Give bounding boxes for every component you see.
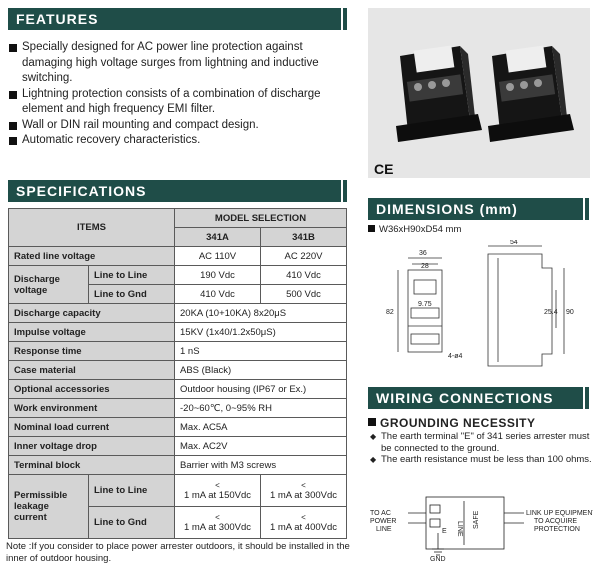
row-label: Impulse voltage xyxy=(9,323,175,342)
row-label: Response time xyxy=(9,342,175,361)
row-label: Work environment xyxy=(9,399,175,418)
row-label: Case material xyxy=(9,361,175,380)
cell-341a xyxy=(175,507,261,539)
cell-value: Barrier with M3 screws xyxy=(175,456,347,475)
table-row xyxy=(9,456,347,475)
wiring-right-label-3: PROTECTION xyxy=(534,526,580,533)
cell-341b xyxy=(261,475,347,507)
model-selection-header: MODEL SELECTION xyxy=(175,209,347,228)
specifications-header xyxy=(8,180,341,202)
wiring-schematic xyxy=(368,485,593,565)
wiring-header xyxy=(368,387,583,409)
table-row xyxy=(9,437,347,456)
cell-text: 1 mA at 300Vdc xyxy=(269,489,338,501)
dimensions-size-label xyxy=(368,224,461,235)
wiring-right-label-1: LINK UP EQUIPMENT xyxy=(526,510,593,517)
table-row xyxy=(9,418,347,437)
model-341a-header: 341A xyxy=(175,228,261,247)
cell-value: 20KA (10+10KA) 8x20μS xyxy=(175,304,347,323)
cell-text: 1 mA at 400Vdc xyxy=(269,521,338,533)
feature-item: Lightning protection consists of a combination of discharge element and high frequency EMI filter. xyxy=(8,87,348,118)
sub-row-label: Line to Line xyxy=(89,266,175,285)
row-label: Optional accessories xyxy=(9,380,175,399)
bullet-square-icon xyxy=(368,418,376,426)
dim-36-label: 36 xyxy=(419,250,427,257)
features-list xyxy=(8,40,348,149)
feature-item: Wall or DIN rail mounting and compact design. xyxy=(8,118,348,134)
cell-341b: 500 Vdc xyxy=(261,285,347,304)
cell-341b: AC 220V xyxy=(261,247,347,266)
table-row xyxy=(9,266,347,285)
less-than-symbol: < xyxy=(301,512,306,522)
table-row xyxy=(9,342,347,361)
row-label: Nominal load current xyxy=(9,418,175,437)
cell-value: Outdoor housing (IP67 or Ex.) xyxy=(175,380,347,399)
dim-28-label: 28 xyxy=(421,263,429,270)
table-row xyxy=(9,304,347,323)
dim-54-label: 54 xyxy=(510,240,518,246)
wiring-e-label: E xyxy=(442,528,447,535)
dim-254-label: 25.4 xyxy=(544,309,558,316)
dimension-diagram xyxy=(368,240,590,370)
dim-90-label: 90 xyxy=(566,309,574,316)
features-title: FEATURES xyxy=(16,11,99,27)
dim-975-label: 9.75 xyxy=(418,301,432,308)
sub-row-label: Line to Gnd xyxy=(89,507,175,539)
cell-341b xyxy=(261,507,347,539)
arrester-device-2 xyxy=(488,45,574,142)
dimensions-title: DIMENSIONS (mm) xyxy=(376,201,518,217)
row-label: Permissible leakage current xyxy=(9,475,89,539)
row-label: Terminal block xyxy=(9,456,175,475)
cell-text: 1 mA at 300Vdc xyxy=(183,521,252,533)
arrester-devices-image xyxy=(368,8,590,178)
model-341b-header: 341B xyxy=(261,228,347,247)
grounding-note: ◆ The earth terminal "E" of 341 series arrester must be connected to the ground. xyxy=(370,431,595,454)
ce-mark: CE xyxy=(374,161,394,177)
dimensions-drawing xyxy=(368,240,590,370)
wiring-left-label-3: LINE xyxy=(376,526,392,533)
product-photo xyxy=(368,8,590,178)
cell-341a: 410 Vdc xyxy=(175,285,261,304)
grounding-title-text: GROUNDING NECESSITY xyxy=(380,416,536,430)
row-label: Inner voltage drop xyxy=(9,437,175,456)
wiring-title: WIRING CONNECTIONS xyxy=(376,390,554,406)
row-label: Rated line voltage xyxy=(9,247,175,266)
wiring-left-label-2: POWER xyxy=(370,518,397,525)
dimensions-header xyxy=(368,198,583,220)
cell-341a: AC 110V xyxy=(175,247,261,266)
cell-value: 1 nS xyxy=(175,342,347,361)
sub-row-label: Line to Gnd xyxy=(89,285,175,304)
items-header: ITEMS xyxy=(9,209,175,247)
features-header xyxy=(8,8,341,30)
row-label: Discharge capacity xyxy=(9,304,175,323)
cell-value: 15KV (1x40/1.2x50μS) xyxy=(175,323,347,342)
sub-row-label: Line to Line xyxy=(89,475,175,507)
grounding-title xyxy=(368,416,536,430)
dim-holes-label: 4-ø4 xyxy=(448,353,463,360)
cell-value: -20~60℃, 0~95% RH xyxy=(175,399,347,418)
table-row xyxy=(9,475,347,507)
wiring-right-label-2: TO ACQUIRE xyxy=(534,518,578,525)
grounding-notes xyxy=(370,431,595,466)
feature-item: Specially designed for AC power line protection against damaging high voltage surges from lightning and inductive switching. xyxy=(8,40,348,87)
table-row xyxy=(9,399,347,418)
specifications-table xyxy=(8,208,347,539)
specifications-title: SPECIFICATIONS xyxy=(16,183,147,199)
outdoor-note: Note :If you consider to place power arrester outdoors, it should be installed in the inner of outdoor housing. xyxy=(6,541,350,564)
wiring-diagram xyxy=(368,485,593,565)
less-than-symbol: < xyxy=(301,480,306,490)
table-row xyxy=(9,361,347,380)
wiring-line-label: LINE xyxy=(456,521,463,537)
cell-341a: 190 Vdc xyxy=(175,266,261,285)
cell-value: Max. AC2V xyxy=(175,437,347,456)
arrester-device-1 xyxy=(396,45,482,142)
less-than-symbol: < xyxy=(215,480,220,490)
table-row xyxy=(9,380,347,399)
cell-text: 1 mA at 150Vdc xyxy=(183,489,252,501)
cell-341a xyxy=(175,475,261,507)
wiring-gnd-label: GND xyxy=(430,556,446,563)
dimensions-size-text: W36xH90xD54 mm xyxy=(379,224,462,235)
cell-value: ABS (Black) xyxy=(175,361,347,380)
dim-82-label: 82 xyxy=(386,309,394,316)
grounding-note: ◆ The earth resistance must be less than 100 ohms. xyxy=(370,454,595,466)
bullet-square-icon xyxy=(368,225,375,232)
wiring-left-label-1: TO AC xyxy=(370,510,391,517)
cell-341b: 410 Vdc xyxy=(261,266,347,285)
less-than-symbol: < xyxy=(215,512,220,522)
feature-item: Automatic recovery characteristics. xyxy=(8,133,348,149)
wiring-safe-label: SAFE xyxy=(473,510,480,529)
row-label: Discharge voltage xyxy=(9,266,89,304)
cell-value: Max. AC5A xyxy=(175,418,347,437)
table-row xyxy=(9,323,347,342)
table-row xyxy=(9,247,347,266)
